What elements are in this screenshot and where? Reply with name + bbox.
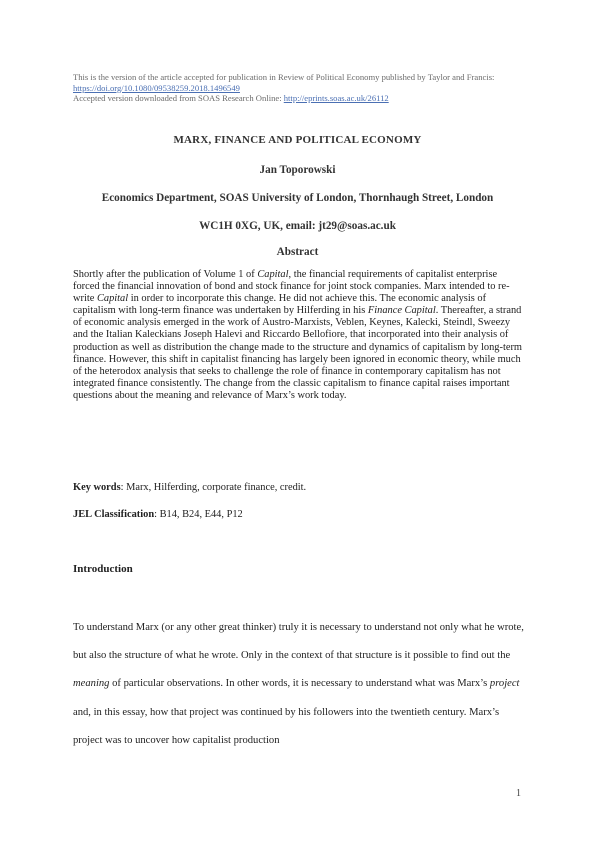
notice-line3: Accepted version downloaded from SOAS Research Online: xyxy=(73,93,282,104)
keywords-label: Key words xyxy=(73,482,121,493)
page-number: 1 xyxy=(516,788,521,799)
abstract-part: in order to incorporate this change. He did not achieve this. The economic analysis of capitalism with long-term finance was undertaken by Hilferding in his xyxy=(73,293,487,317)
jel-value: : B14, B24, E44, P12 xyxy=(154,509,243,520)
abstract-italic: Capital xyxy=(96,293,129,305)
author-name: Jan Toporowski xyxy=(259,164,336,176)
introduction-text xyxy=(73,614,525,755)
introduction-heading: Introduction xyxy=(73,563,133,575)
doi-link[interactable]: https://doi.org/10.1080/09538259.2018.1496549 xyxy=(73,82,240,93)
keywords xyxy=(73,482,306,493)
notice-line1: This is the version of the article accepted for publication in Review of Political Economy published by Taylor and Francis: xyxy=(73,72,495,82)
eprints-link[interactable]: http://eprints.soas.ac.uk/26112 xyxy=(283,93,389,104)
intro-italic: project xyxy=(489,678,520,690)
abstract-text xyxy=(73,269,523,402)
intro-part: and, in this essay, how that project was continued by his followers into the twentieth century. Marx’s project was to uncover how capitalist production xyxy=(73,706,500,746)
abstract-italic: Finance Capital xyxy=(367,305,436,317)
intro-part: To understand Marx (or any other great thinker) truly it is necessary to understand not only what he wrote, but also the structure of what he wrote. Only in the context of that structure is it possible to find out the xyxy=(73,622,524,662)
abstract-part: , the financial requirements of capitalist enterprise forced the financial innovation of bond and stock finance for joint stock companies. Marx intended to re-write xyxy=(73,269,510,305)
abstract-part: Shortly after the publication of Volume 1 of xyxy=(73,269,258,280)
jel-classification xyxy=(73,509,243,520)
affiliation-line1: Economics Department, SOAS University of London, Thornhaugh Street, London xyxy=(101,192,494,204)
abstract-italic: Capital xyxy=(257,269,289,280)
abstract-part: . Thereafter, a strand of economic analysis emerged in the work of Austro-Marxists, Veblen, Keynes, Kalecki, Steindl, Sweezy and the Italian Kaleckians Joseph Halevi and Riccardo Bellofiore, that incorporated into their analysis of production as well as distribution the change made to the structure and dynamics of capitalism by long-term finance. However, this shift in capitalist financing has largely been ignored in economic theory, while much of the heterodox analysis that seeks to challenge the role of finance in contemporary capitalism has not integrated finance consistently. The change from the classic capitalism to finance capital raises important questions about the meaning and relevance of Marx’s work today. xyxy=(73,305,522,401)
intro-part: of particular observations. In other words, it is necessary to understand what was Marx’s xyxy=(109,678,490,690)
jel-label: JEL Classification xyxy=(73,509,155,520)
paper-title: MARX, FINANCE AND POLITICAL ECONOMY xyxy=(173,134,422,146)
keywords-value: : Marx, Hilferding, corporate finance, credit. xyxy=(120,482,307,493)
intro-italic: meaning xyxy=(73,678,110,690)
publication-notice xyxy=(73,72,533,104)
affiliation-line2: WC1H 0XG, UK, email: jt29@soas.ac.uk xyxy=(199,220,396,232)
abstract-heading: Abstract xyxy=(276,246,319,258)
